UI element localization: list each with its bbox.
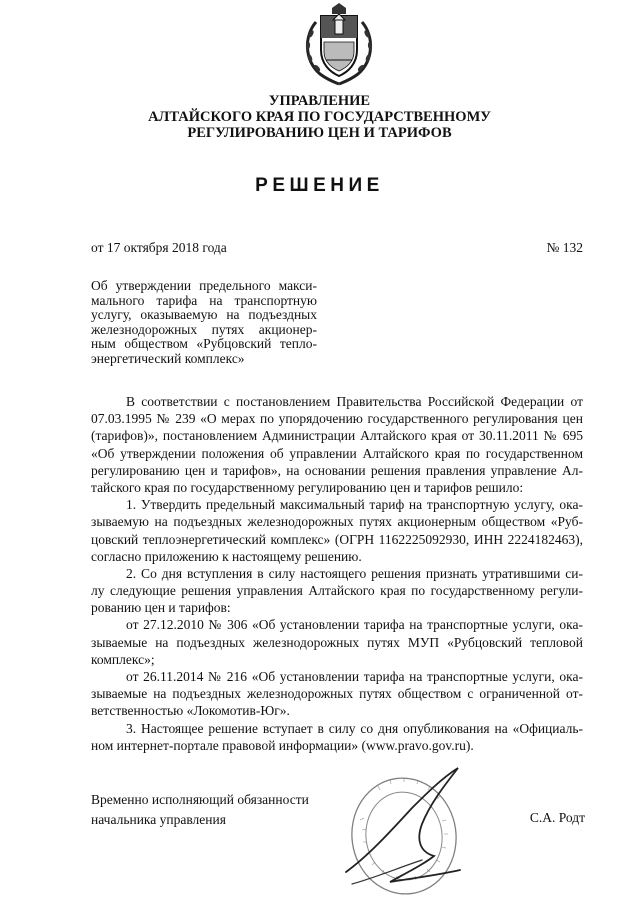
official-seal-stamp: [338, 760, 468, 900]
subject-line: услугу, оказываемую на подъездных: [91, 307, 317, 322]
body-line: «Об утверждении положения об управлении Алтайского края по государственном: [91, 445, 583, 461]
document-date: от 17 октября 2018 года: [91, 240, 227, 255]
body-line: от 26.11.2014 № 216 «Об установлении тарифа на транспортные услуги, ока-: [126, 669, 583, 684]
body-line: цовский теплоэнергетический комплекс» (ОГРН 1162225092930, ИНН 2224182463),: [91, 531, 583, 547]
body-line: зываемые на подъездных железнодорожных путях МУП «Рубцовский тепловой: [91, 634, 583, 650]
body-line: 3. Настоящее решение вступает в силу со дня опубликования на «Официаль-: [126, 720, 583, 736]
authority-line-2: АЛТАЙСКОГО КРАЯ ПО ГОСУДАРСТВЕННОМУ: [148, 109, 491, 125]
subject-line: энергетический комплекс»: [91, 350, 245, 366]
subject-line: мального тарифа на транспортную: [91, 292, 317, 308]
signer-position-line-2: начальника управления: [91, 812, 226, 827]
body-line: рованию цен и тарифов:: [91, 600, 231, 616]
issuing-authority: [0, 93, 639, 141]
body-line: от 27.12.2010 № 306 «Об установлении тарифа на транспортные услуги, ока-: [126, 617, 583, 633]
body-line: регулированию цен и тарифов», на основании решения правления управление Ал-: [91, 462, 583, 478]
body-line: согласно приложению к настоящему решению.: [91, 548, 362, 564]
body-line: зываемую на подъездных железнодорожных путях акционерным обществом «Руб-: [91, 514, 583, 530]
signer-position-line-1: Временно исполняющий обязанности: [91, 792, 309, 807]
body-line: 07.03.1995 № 239 «О мерах по упорядочению государственного регулирования цен: [91, 411, 583, 427]
document-number: № 132: [546, 240, 583, 255]
body-line: лу следующие решения управления Алтайского края по государственному регули-: [91, 583, 583, 599]
body-line: В соответствии с постановлением Правительства Российской Федерации от: [126, 394, 583, 409]
signer-name: С.А. Родт: [529, 810, 585, 825]
body-line: 2. Со дня вступления в силу настоящего решения признать утратившими си-: [126, 565, 583, 581]
body-line: тайского края по государственному регулированию цен и тарифов решило:: [91, 479, 524, 495]
body-line: ном интернет-портале правовой информации» (www.pravo.gov.ru).: [91, 737, 474, 753]
document-subject: [91, 279, 317, 366]
body-line: (тарифов)», постановлением Администрации Алтайского края от 30.11.2011 № 695: [91, 428, 583, 444]
body-line: зываемые на подъездных железнодорожных путях обществом с ограниченной от-: [91, 686, 583, 702]
body-line: комплекс»;: [91, 651, 155, 667]
subject-line: железнодорожных путях акционер-: [91, 321, 317, 337]
subject-line: ным обществом «Рубцовский тепло-: [91, 336, 317, 351]
document-body: [91, 393, 583, 754]
authority-line-3: РЕГУЛИРОВАНИЮ ЦЕН И ТАРИФОВ: [187, 125, 452, 141]
coat-of-arms-emblem: [294, 2, 384, 88]
body-line: ветственностью «Локомотив-Юг».: [91, 703, 290, 719]
body-line: 1. Утвердить предельный максимальный тариф на транспортную услугу, ока-: [126, 497, 583, 513]
authority-line-1: УПРАВЛЕНИЕ: [268, 93, 371, 109]
signer-position: [91, 790, 309, 830]
document-type-title: РЕШЕНИЕ: [255, 175, 384, 196]
subject-line: Об утверждении предельного макси-: [91, 278, 317, 293]
